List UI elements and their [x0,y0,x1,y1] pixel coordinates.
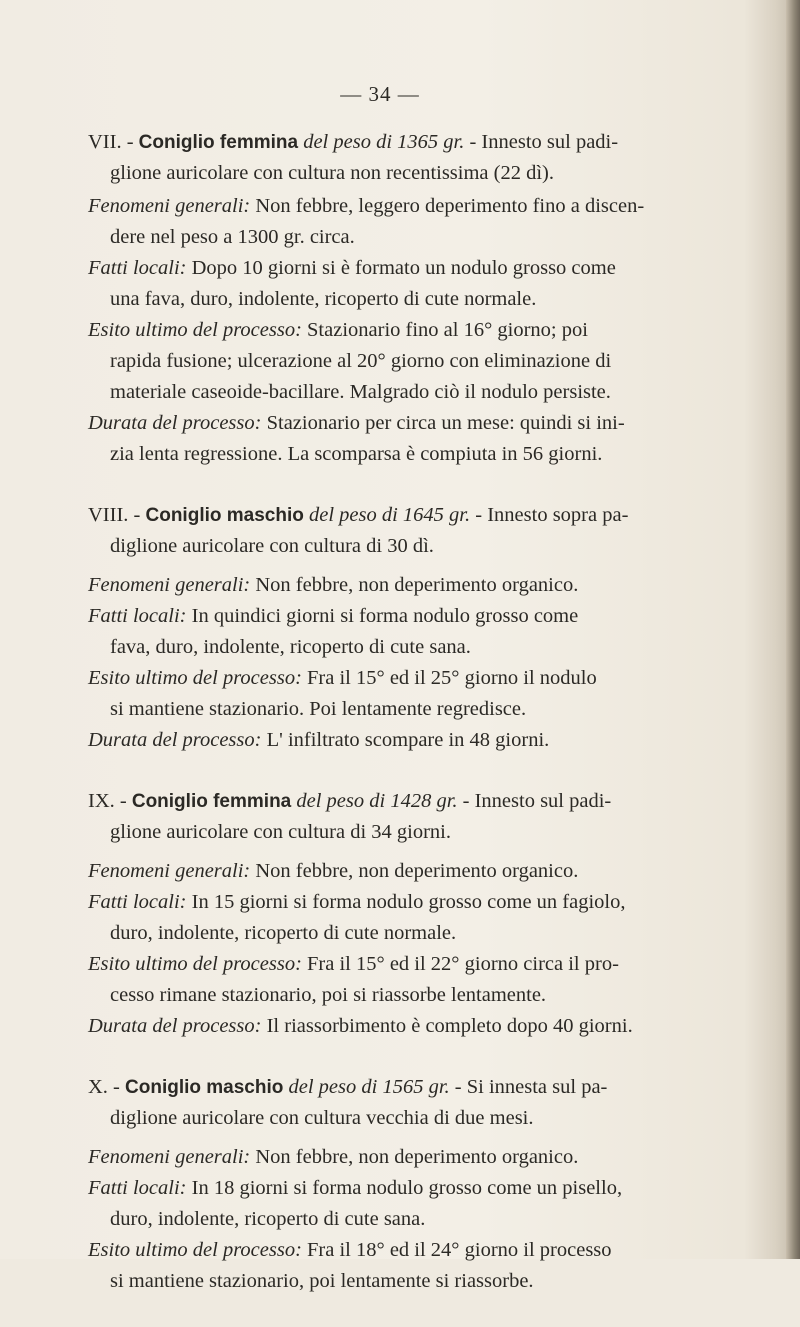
durata-text: Il riassorbimento è completo dopo 40 giorni. [261,1015,633,1037]
entry-number: IX. - [88,790,127,812]
fatti-text-cont: duro, indolente, ricoperto di cute sana. [110,1208,426,1230]
durata-text-cont: zia lenta regressione. La scomparsa è compiuta in 56 giorni. [110,443,603,465]
fenomeni-text: Non febbre, non deperimento organico. [250,574,579,596]
entry-procedure: - Innesto sul padi- [457,790,612,812]
entry-procedure: - Innesto sopra pa- [470,504,629,526]
durata-line [88,725,768,756]
entry-number: VIII. - [88,504,141,526]
entry-number: X. - [88,1076,120,1098]
durata-label: Durata del processo: [88,1015,262,1037]
fenomeni-line [88,191,768,222]
durata-line [88,408,768,439]
entry-vii [88,127,768,470]
esito-text-cont: si mantiene stazionario, poi lentamente si riassorbe. [110,1270,534,1292]
entry-procedure-cont: glione auricolare con cultura di 34 giorni. [110,821,451,843]
fatti-text: In quindici giorni si forma nodulo grosso come [186,605,579,627]
entry-viii [88,500,768,756]
fatti-label: Fatti locali: [88,257,187,279]
fenomeni-text: Non febbre, non deperimento organico. [250,1146,579,1168]
entry-weight: del peso di 1645 gr. [308,504,471,526]
fenomeni-label: Fenomeni generali: [88,860,251,882]
entry-procedure-cont: diglione auricolare con cultura vecchia di due mesi. [110,1107,534,1129]
fatti-line [88,253,768,284]
durata-text: L' infiltrato scompare in 48 giorni. [261,729,550,751]
fatti-text-cont: fava, duro, indolente, ricoperto di cute sana. [110,636,471,658]
esito-text-cont: si mantiene stazionario. Poi lentamente regredisce. [110,698,527,720]
entry-x [88,1072,768,1297]
entry-procedure-cont: diglione auricolare con cultura di 30 dì. [110,535,434,557]
fenomeni-line [88,570,768,601]
fatti-text-cont: una fava, duro, indolente, ricoperto di cute normale. [110,288,537,310]
esito-line [88,663,768,694]
entry-title: Coniglio maschio [145,505,304,526]
fatti-text-cont: duro, indolente, ricoperto di cute normale. [110,922,457,944]
fatti-text: Dopo 10 giorni si è formato un nodulo grosso come [186,257,616,279]
durata-text: Stazionario per circa un mese: quindi si ini- [261,412,625,434]
entry-ix [88,786,768,1042]
fenomeni-text: Non febbre, non deperimento organico. [250,860,579,882]
fenomeni-text: Non febbre, leggero deperimento fino a discen- [250,195,645,217]
esito-text-cont: cesso rimane stazionario, poi si riassorbe lentamente. [110,984,547,1006]
esito-text: Fra il 15° ed il 22° giorno circa il pro- [301,953,619,975]
fatti-line [88,887,768,918]
fatti-text: In 18 giorni si forma nodulo grosso come un pisello, [186,1177,623,1199]
fatti-label: Fatti locali: [88,1177,187,1199]
fenomeni-label: Fenomeni generali: [88,1146,251,1168]
esito-label: Esito ultimo del processo: [88,953,302,975]
fenomeni-label: Fenomeni generali: [88,195,251,217]
entry-title: Coniglio maschio [125,1077,284,1098]
esito-label: Esito ultimo del processo: [88,319,302,341]
esito-label: Esito ultimo del processo: [88,667,302,689]
durata-label: Durata del processo: [88,729,262,751]
entry-procedure: - Si innesta sul pa- [449,1076,608,1098]
esito-line [88,949,768,980]
entry-weight: del peso di 1428 gr. [296,790,458,812]
entry-procedure-cont: glione auricolare con cultura non recentissima (22 dì). [110,162,555,184]
esito-text: Fra il 18° ed il 24° giorno il processo [301,1239,612,1261]
esito-line [88,315,768,346]
esito-text-cont-2: materiale caseoide-bacillare. Malgrado ciò il nodulo persiste. [110,381,611,403]
page-body [88,127,768,1327]
entry-heading [88,127,768,158]
esito-text-cont: rapida fusione; ulcerazione al 20° giorno con eliminazione di [110,350,612,372]
entry-weight: del peso di 1565 gr. [288,1076,450,1098]
fenomeni-label: Fenomeni generali: [88,574,251,596]
entry-heading [88,786,768,817]
esito-line [88,1235,768,1266]
page-number: — 34 — [340,82,420,106]
esito-text: Stazionario fino al 16° giorno; poi [301,319,588,341]
entry-heading [88,500,768,531]
esito-label: Esito ultimo del processo: [88,1239,302,1261]
durata-label: Durata del processo: [88,412,262,434]
entry-heading [88,1072,768,1103]
fenomeni-line [88,856,768,887]
entry-procedure: - Innesto sul padi- [464,131,619,153]
fenomeni-line [88,1142,768,1173]
fenomeni-text-cont: dere nel peso a 1300 gr. circa. [110,226,355,248]
fatti-text: In 15 giorni si forma nodulo grosso come un fagiolo, [186,891,626,913]
fatti-label: Fatti locali: [88,891,187,913]
fatti-label: Fatti locali: [88,605,187,627]
entry-title: Coniglio femmina [138,132,299,153]
entry-number: VII. - [88,131,134,153]
durata-line [88,1011,768,1042]
fatti-line [88,601,768,632]
entry-title: Coniglio femmina [131,791,292,812]
page-edge-shadow [786,0,800,1259]
entry-weight: del peso di 1365 gr. [303,131,465,153]
fatti-line [88,1173,768,1204]
esito-text: Fra il 15° ed il 25° giorno il nodulo [301,667,597,689]
